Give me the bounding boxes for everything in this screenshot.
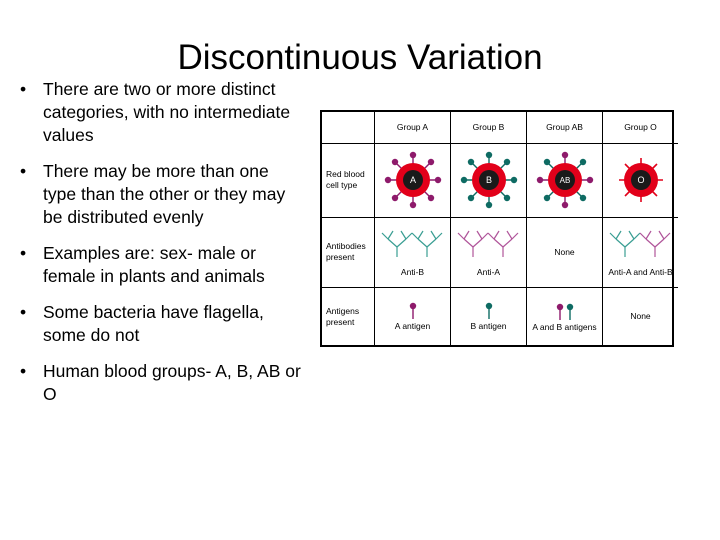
cell-rbc-group-b — [451, 143, 527, 217]
cell-label-antigens-group-ab: A and B antigens — [532, 321, 597, 332]
antibody-anti-b-icon — [381, 227, 445, 267]
list-item-text: Examples are: sex- male or female in plants and animals — [43, 243, 265, 286]
column-header-group-ab: Group AB — [527, 112, 603, 143]
list-item — [14, 242, 304, 288]
cell-antigens-group-a — [375, 288, 451, 346]
cell-antigens-group-b — [451, 288, 527, 346]
table-row-antigens-present — [322, 288, 678, 346]
red-blood-cell-o-icon — [610, 149, 672, 211]
cell-rbc-group-ab — [527, 143, 603, 217]
antigen-a-and-b-icon — [548, 302, 582, 322]
red-blood-cell-a-icon — [382, 149, 444, 211]
table-corner-cell — [322, 112, 375, 143]
list-item-text: Some bacteria have flagella, some do not — [43, 302, 264, 345]
red-blood-cell-b-icon — [458, 149, 520, 211]
cell-antigens-group-o — [603, 288, 679, 346]
cell-label-antibodies-group-b: Anti-A — [476, 266, 501, 277]
bullet-marker: • — [20, 361, 27, 381]
table-header-row — [322, 112, 678, 143]
bullet-marker: • — [20, 243, 27, 263]
red-blood-cell-ab-icon — [534, 149, 596, 211]
table-row-antibodies-present — [322, 217, 678, 287]
list-item-text: There are two or more distinct categories, with no intermediate values — [43, 79, 291, 145]
cell-label-antibodies-group-ab: None — [554, 246, 575, 257]
list-item — [14, 360, 304, 406]
row-header-antigens-present: Antigens present — [322, 288, 375, 346]
bullet-marker: • — [20, 79, 27, 99]
cell-antibodies-group-a — [375, 217, 451, 287]
table-row-red-blood-cell-type — [322, 143, 678, 217]
cell-rbc-group-o — [603, 143, 679, 217]
cell-letter: A — [409, 175, 416, 186]
bullet-marker: • — [20, 161, 27, 181]
antibody-anti-a-and-anti-b-icon — [609, 227, 673, 267]
antigen-a-icon — [403, 301, 423, 321]
bullet-list — [14, 78, 304, 419]
cell-letter: O — [636, 175, 645, 186]
list-item-text: There may be more than one type than the other or they may be distributed evenly — [43, 161, 286, 227]
cell-letter: B — [485, 175, 492, 186]
column-header-group-a: Group A — [375, 112, 451, 143]
antigen-b-icon — [479, 301, 499, 321]
blood-group-table — [320, 110, 674, 347]
cell-label-antibodies-group-a: Anti-B — [400, 266, 425, 277]
row-header-antibodies-present: Antibodies present — [322, 217, 375, 287]
bullet-marker: • — [20, 302, 27, 322]
column-header-group-b: Group B — [451, 112, 527, 143]
cell-antibodies-group-ab — [527, 217, 603, 287]
cell-antibodies-group-o — [603, 217, 679, 287]
cell-label-antigens-group-b: B antigen — [470, 321, 507, 331]
cell-antigens-group-ab — [527, 288, 603, 346]
cell-label-antigens-group-a: A antigen — [394, 321, 431, 331]
cell-letter: AB — [559, 176, 570, 186]
cell-label-antigens-group-o: None — [630, 311, 651, 321]
list-item-text: Human blood groups- A, B, AB or O — [43, 361, 301, 404]
list-item — [14, 301, 304, 347]
cell-antibodies-group-b — [451, 217, 527, 287]
antibody-anti-a-icon — [457, 227, 521, 267]
row-header-red-blood-cell-type: Red blood cell type — [322, 143, 375, 217]
column-header-group-o: Group O — [603, 112, 679, 143]
cell-rbc-group-a — [375, 143, 451, 217]
list-item — [14, 160, 304, 229]
cell-label-antibodies-group-o: Anti-A and Anti-B — [608, 266, 673, 277]
list-item — [14, 78, 304, 147]
page-title: Discontinuous Variation — [177, 38, 543, 78]
